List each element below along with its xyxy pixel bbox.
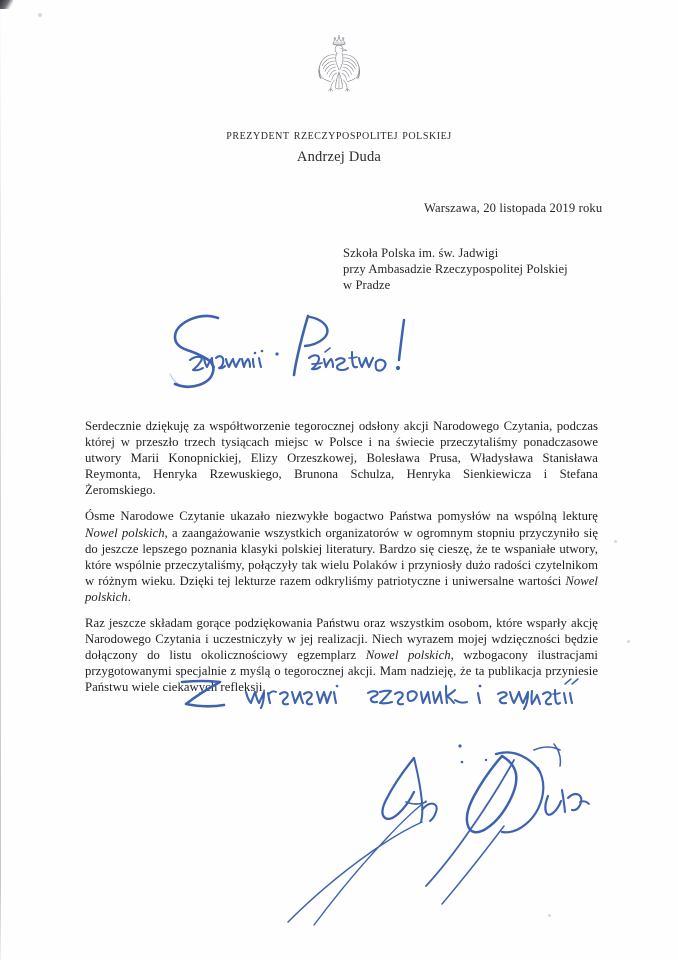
body-paragraph-2 [85, 508, 598, 605]
p2-part2: , a zaangażowanie wszystkich organizatorów w ogromnym stopniu przyczyniło się do jeszcze lepszego poznania klasyki polskiej literatury. Bardzo się cieszę, że te wspaniałe utwory, które wspólnie przeczytaliśmy, połączyły tak wielu Polaków i przyniosły dużo radości czytelnikom w różnym wieku. Dzięki tej lekturze razem odkryliśmy patriotyczne i uniwersalne wartości [85, 525, 599, 588]
handwritten-closing [176, 672, 584, 726]
p2-part3: . [127, 589, 131, 604]
addressee-block [343, 245, 568, 293]
scan-corner-artifact [0, 0, 13, 9]
p3-part1: Raz jeszcze składam gorące podziękowania Państwu oraz wszystkim osobom, które wsparły akcję Narodowego Czytania i uczestniczyły w jej realizacji. Niech wyrazem mojej wdzięczności będzie dołączony do listu okolicznościowy egzemplarz [85, 616, 598, 663]
addressee-line-1: Szkoła Polska im. św. Jadwigi [343, 246, 499, 260]
addressee-line-2: przy Ambasadzie Rzeczypospolitej Polskiej [343, 262, 568, 276]
p2-part1: Ósme Narodowe Czytanie ukazało niezwykłe bogactwo Państwa pomysłów na wspólną lekturę [85, 509, 598, 524]
body-paragraph-1: Serdecznie dziękuję za współtworzenie tegorocznej odsłony akcji Narodowego Czytania, podczas której w przeszło trzech tysiącach miejsc w Polsce i na świecie przeczytaliśmy ponadczasowe utwory Marii Konopnickiej, Elizy Orzeszkowej, Bolesława Prusa, Władysława Stanisława Reymonta, Henryka Rzewuskiego, Brunona Schulza, Henryka Sienkiewicza i Stefana Żeromskiego. [85, 419, 598, 498]
scan-speck [38, 13, 42, 17]
p3-part2: , wzbogacony ilustracjami przygotowanymi specjalnie z myślą o tegorocznej akcji. Mam nadzieję, że ta publikacja przyniesie Państwu wiele ciekawych refleksji. [85, 648, 599, 695]
polish-eagle-emblem-icon [306, 33, 372, 113]
p3-italic-title-1: Nowel polskich [365, 648, 451, 663]
letter-body [85, 418, 598, 696]
p2-italic-title-1: Nowel polskich [85, 525, 165, 540]
letterhead-office-title: prezydent rzeczypospolitej polskiej [226, 127, 452, 143]
p2-italic-title-2: Nowel polskich [85, 573, 598, 604]
letterhead-president-name: Andrzej Duda [296, 149, 382, 166]
scan-speck [627, 640, 630, 643]
handwritten-signature [286, 740, 596, 925]
date-line: Warszawa, 20 listopada 2019 roku [424, 201, 603, 215]
scan-speck [614, 540, 617, 543]
addressee-line-3: w Pradze [343, 278, 391, 292]
letterhead [0, 126, 678, 166]
handwritten-salutation [160, 312, 422, 404]
